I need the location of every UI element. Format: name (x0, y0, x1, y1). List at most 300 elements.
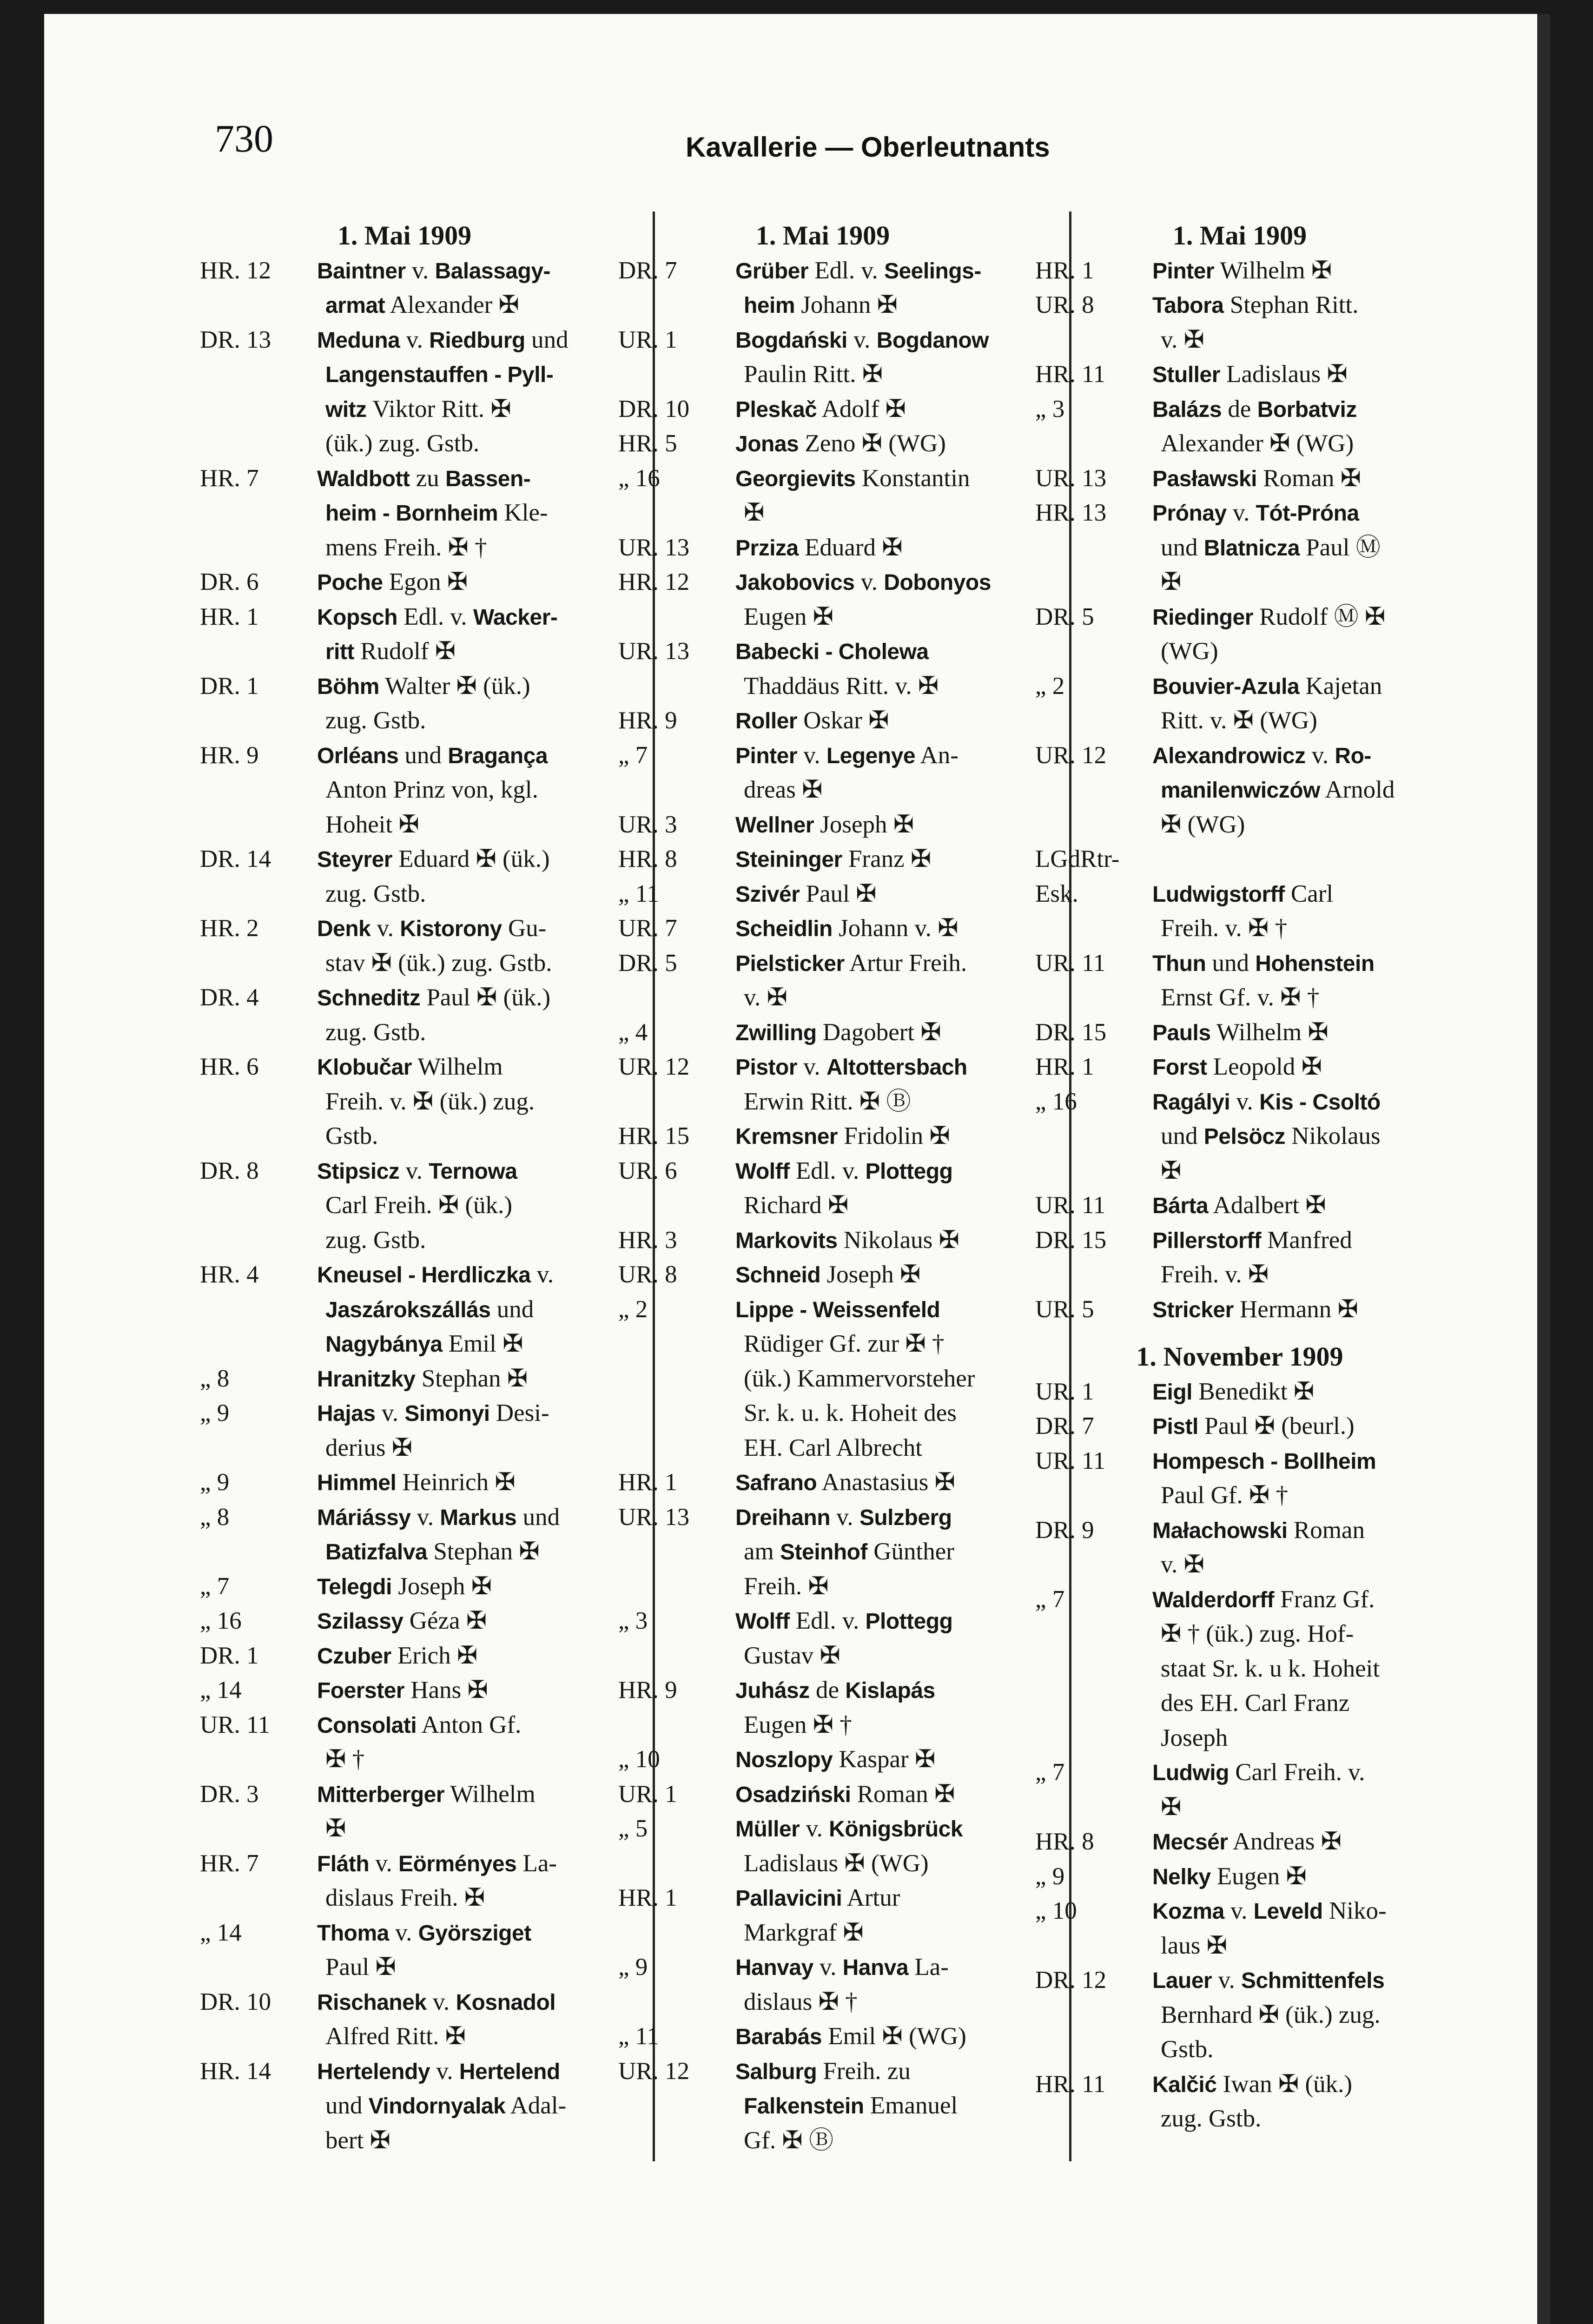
entry-text: Pallavicini Artur (735, 1884, 900, 1911)
regiment-label: DR. 12 (1035, 1967, 1107, 1994)
regiment-label: LGdRtr- (1035, 845, 1120, 872)
entry-line (1035, 1582, 1444, 1617)
entry-continuation (618, 1846, 1027, 1881)
regiment-label: DR. 9 (1035, 1516, 1094, 1544)
entry-text: Thaddäus Ritt. v. ✠ (744, 672, 939, 700)
entry-text: Babecki - Cholewa (735, 640, 929, 664)
entry-text: stav ✠ (ük.) zug. Gstb. (325, 949, 552, 977)
regiment-label: DR. 6 (200, 568, 259, 595)
entry-continuation (200, 1431, 609, 1466)
regiment-label: HR. 7 (200, 464, 259, 492)
entry-text: Alexandrowicz v. Ro- (1152, 741, 1371, 769)
regiment-label: DR. 3 (200, 1780, 259, 1808)
entry-line (1035, 946, 1444, 981)
entry-text: Nelky Eugen ✠ (1152, 1862, 1307, 1890)
entry-text: Małachowski Roman (1152, 1516, 1365, 1544)
entry-text: Bouvier-Azula Kajetan (1152, 672, 1382, 700)
entry-continuation (200, 1292, 609, 1327)
entry-continuation (200, 426, 609, 461)
entry-text: Markovits Nikolaus ✠ (735, 1226, 959, 1254)
entry-line (618, 1673, 1027, 1708)
entry-continuation (618, 1534, 1027, 1569)
entry-text: Gstb. (325, 1122, 378, 1149)
regiment-label: „ 9 (1035, 1862, 1065, 1890)
regiment-label: DR. 13 (200, 326, 271, 353)
entry-line (1035, 1409, 1444, 1444)
entry-continuation (1035, 1257, 1444, 1292)
entry-continuation (1035, 911, 1444, 946)
entry-line (200, 669, 609, 704)
entry-line (618, 1050, 1027, 1084)
entry-line (200, 1257, 609, 1292)
entry-text: ✠ † (325, 1746, 365, 1773)
entry-line (618, 634, 1027, 669)
entry-line (200, 1846, 609, 1881)
entry-text: Zwilling Dagobert ✠ (735, 1018, 941, 1046)
entry-text: Alexander ✠ (WG) (1161, 430, 1354, 457)
entry-line (618, 807, 1027, 842)
entry-text: Thun und Hohenstein (1152, 949, 1375, 977)
entry-text: Consolati Anton Gf. (317, 1711, 522, 1738)
regiment-label: HR. 1 (1035, 257, 1094, 284)
regiment-label: „ 2 (1035, 672, 1065, 700)
regiment-label: DR. 1 (200, 1642, 259, 1669)
regiment-label: HR. 8 (1035, 1828, 1094, 1855)
regiment-label: „ 16 (1035, 1088, 1077, 1115)
entry-line (618, 1811, 1027, 1846)
entry-continuation (618, 1985, 1027, 2020)
regiment-label: HR. 11 (1035, 2070, 1106, 2098)
entry-text: staat Sr. k. u k. Hoheit (1161, 1655, 1380, 1682)
entry-text: am Steinhof Günther (744, 1538, 954, 1565)
entry-text: und Pelsöcz Nikolaus (1161, 1122, 1381, 1149)
entry-line (1035, 288, 1444, 323)
regiment-label: UR. 12 (618, 2057, 690, 2085)
regiment-label: DR. 8 (200, 1157, 259, 1184)
entry-text: zug. Gstb. (325, 1018, 426, 1046)
entry-text: Jakobovics v. Dobonyos (735, 568, 991, 595)
entry-text: Stipsicz v. Ternowa (317, 1157, 517, 1184)
entry-text: Máriássy v. Markus und (317, 1503, 560, 1531)
section-date-header: 1. November 1909 (1136, 1341, 1343, 1372)
entry-line (200, 1361, 609, 1396)
entry-text: Denk v. Kistorony Gu- (317, 915, 547, 942)
entry-continuation (200, 2019, 609, 2054)
entry-text: Rüdiger Gf. zur ✠ † (744, 1330, 945, 1357)
entry-text: dreas ✠ (744, 776, 823, 803)
regiment-label: HR. 1 (618, 1469, 677, 1496)
entry-text: laus ✠ (1161, 1932, 1228, 1959)
entry-line (200, 600, 609, 634)
entry-text: Müller v. Königsbrück (735, 1815, 963, 1842)
entry-line (200, 1673, 609, 1708)
entry-text: Szilassy Géza ✠ (317, 1607, 487, 1634)
entry-text: Gf. ✠ Ⓑ (744, 2126, 834, 2154)
entry-line (1035, 1755, 1444, 1790)
entry-text: heim - Bornheim Kle- (325, 499, 548, 526)
entry-text: bert ✠ (325, 2126, 391, 2154)
entry-continuation (618, 288, 1027, 323)
entry-text: Kozma v. Leveld Niko- (1152, 1897, 1387, 1924)
entry-text: zug. Gstb. (325, 880, 426, 907)
entry-line (1035, 1894, 1444, 1928)
regiment-label: HR. 1 (200, 603, 259, 630)
entry-line (200, 842, 609, 877)
page-number: 730 (215, 117, 273, 160)
entry-line (618, 565, 1027, 600)
regiment-label: „ 14 (200, 1677, 242, 1703)
entry-text: manilenwiczów Arnold (1161, 776, 1395, 803)
entry-line (1035, 1223, 1444, 1258)
entry-text: ✠ (325, 1815, 346, 1842)
entry-line (618, 877, 1027, 911)
regiment-label: UR. 11 (200, 1711, 271, 1738)
entry-text: Ritt. v. ✠ (WG) (1161, 707, 1317, 734)
entry-line (1035, 1015, 1444, 1050)
page-edge-shadow (1537, 14, 1550, 2324)
entry-text: Freih. v. ✠ (1161, 1261, 1269, 1288)
entry-text: Kneusel - Herdliczka v. (317, 1261, 554, 1288)
entry-continuation (618, 1708, 1027, 1743)
entry-text: Riedinger Rudolf Ⓜ ✠ (1152, 603, 1386, 630)
regiment-label: UR. 7 (618, 915, 677, 942)
entry-line (618, 911, 1027, 946)
entry-text: Klobučar Wilhelm (317, 1053, 503, 1080)
entry-text: Prziza Eduard ✠ (735, 534, 903, 561)
entry-continuation (618, 2123, 1027, 2158)
regiment-label: „ 7 (200, 1572, 230, 1600)
entry-line (618, 1742, 1027, 1777)
entry-line (1035, 600, 1444, 634)
entry-line (200, 1777, 609, 1812)
entry-line (618, 1154, 1027, 1188)
entry-text: Wolff Edl. v. Plottegg (735, 1157, 953, 1184)
entry-text: EH. Carl Albrecht (744, 1434, 923, 1461)
regiment-label: DR. 15 (1035, 1226, 1107, 1254)
regiment-label: „ 16 (200, 1607, 242, 1634)
entry-line (200, 911, 609, 946)
entry-continuation (618, 1638, 1027, 1673)
entry-text: Mecsér Andreas ✠ (1152, 1828, 1342, 1855)
entry-text: Stuller Ladislaus ✠ (1152, 361, 1348, 388)
entry-text: dislaus Freih. ✠ (325, 1884, 485, 1911)
regiment-label: „ 7 (1035, 1759, 1065, 1786)
entry-text: und Vindornyalak Adal- (325, 2092, 567, 2119)
entry-text: Paul ✠ (325, 1954, 396, 1981)
entry-continuation (1035, 703, 1444, 738)
regiment-label: HR. 11 (1035, 361, 1106, 388)
entry-line (200, 980, 609, 1015)
entry-line (618, 1292, 1027, 1327)
entry-line (618, 1777, 1027, 1812)
regiment-label: Esk. (1035, 880, 1078, 907)
entry-line (618, 2019, 1027, 2054)
regiment-label: HR. 6 (200, 1053, 259, 1080)
regiment-label: DR. 14 (200, 845, 271, 872)
regiment-label: „ 9 (618, 1954, 648, 1981)
entry-line (618, 2054, 1027, 2089)
section-date-header: 1. Mai 1909 (1172, 220, 1307, 251)
entry-continuation (1035, 980, 1444, 1015)
entry-continuation (618, 1188, 1027, 1223)
entry-line (1035, 1374, 1444, 1409)
regiment-label: HR. 1 (618, 1884, 677, 1911)
entry-text: Freih. v. ✠ (ük.) zug. (325, 1088, 535, 1115)
entry-text: zug. Gstb. (325, 707, 426, 734)
regiment-label: DR. 7 (1035, 1413, 1094, 1439)
entry-text: Ernst Gf. v. ✠ † (1161, 984, 1320, 1011)
entry-continuation (618, 1396, 1027, 1431)
entry-text: Wolff Edl. v. Plottegg (735, 1607, 953, 1634)
entry-line (200, 1708, 609, 1743)
entry-text: Hompesch - Bollheim (1152, 1449, 1376, 1474)
entry-line (618, 842, 1027, 877)
regiment-label: DR. 1 (200, 672, 259, 700)
entry-text: Kopsch Edl. v. Wacker- (317, 603, 558, 630)
regiment-label: HR. 7 (200, 1849, 259, 1877)
regiment-label: UR. 1 (618, 1780, 677, 1808)
entry-text: Ludwigstorff Carl (1152, 880, 1334, 907)
regiment-label: UR. 11 (1035, 1447, 1106, 1474)
entry-continuation (200, 288, 609, 323)
entry-text: Gustav ✠ (744, 1642, 840, 1669)
entry-continuation (200, 703, 609, 738)
entry-text: Lauer v. Schmittenfels (1152, 1967, 1385, 1994)
entry-line (1035, 1859, 1444, 1894)
entry-continuation (1035, 1721, 1444, 1756)
entry-continuation (618, 495, 1027, 530)
entry-continuation (1035, 634, 1444, 669)
regiment-label: UR. 12 (1035, 741, 1107, 769)
entry-continuation (200, 530, 609, 565)
regiment-label: „ 11 (618, 2023, 659, 2050)
regiment-label: UR. 8 (618, 1261, 677, 1288)
entry-line (200, 738, 609, 773)
column-2 (618, 218, 1027, 2158)
entry-text: Poche Egon ✠ (317, 568, 468, 595)
regiment-label: UR. 6 (618, 1157, 677, 1184)
entry-text: Steyrer Eduard ✠ (ük.) (317, 845, 550, 872)
entry-continuation (200, 1811, 609, 1846)
entry-line (618, 323, 1027, 357)
regiment-label: „ 14 (200, 1919, 242, 1946)
regiment-label: DR. 10 (618, 395, 690, 423)
entry-text: Kremsner Fridolin ✠ (735, 1122, 950, 1149)
entry-line (200, 1154, 609, 1188)
entry-text: Barabás Emil ✠ (WG) (735, 2023, 966, 2050)
entry-continuation (1035, 426, 1444, 461)
entry-line (618, 1500, 1027, 1535)
entry-continuation (200, 1015, 609, 1050)
entry-continuation (200, 1881, 609, 1915)
regiment-label: UR. 1 (1035, 1378, 1094, 1405)
entry-line (1035, 495, 1444, 530)
entry-text: derius ✠ (325, 1434, 413, 1461)
regiment-label: HR. 5 (618, 430, 677, 457)
entry-text: Pillerstorff Manfred (1152, 1226, 1352, 1254)
section-date-header: 1. Mai 1909 (755, 220, 890, 251)
entry-line (1035, 1188, 1444, 1223)
entry-text: Tabora Stephan Ritt. (1152, 291, 1359, 318)
entry-text: Safrano Anastasius ✠ (735, 1469, 955, 1496)
entry-text: Böhm Walter ✠ (ük.) (317, 672, 530, 700)
entry-text: Bernhard ✠ (ük.) zug. (1161, 2001, 1381, 2028)
entry-continuation (1035, 807, 1444, 842)
entry-text: Pielsticker Artur Freih. (735, 949, 967, 977)
entry-text: Stricker Hermann ✠ (1152, 1295, 1358, 1323)
entry-line (200, 323, 609, 357)
entry-continuation (1035, 772, 1444, 807)
entry-line (200, 565, 609, 600)
entry-text: Lippe - Weissenfeld (735, 1297, 940, 1322)
entry-line (1035, 877, 1444, 911)
entry-continuation (1035, 1686, 1444, 1721)
entry-text: Czuber Erich ✠ (317, 1642, 478, 1669)
entry-text: Richard ✠ (744, 1192, 849, 1219)
entry-continuation (1035, 530, 1444, 565)
entry-line (1035, 253, 1444, 288)
entry-line (200, 1569, 609, 1604)
entry-text: Telegdi Joseph ✠ (317, 1572, 492, 1600)
entry-line (1035, 1513, 1444, 1548)
entry-text: Eigl Benedikt ✠ (1152, 1378, 1315, 1405)
entry-text: ritt Rudolf ✠ (325, 638, 456, 665)
regiment-label: HR. 2 (200, 915, 259, 942)
entry-continuation (200, 1534, 609, 1569)
entry-continuation (200, 495, 609, 530)
entry-text: Falkenstein Emanuel (744, 2092, 958, 2119)
entry-continuation (200, 1084, 609, 1119)
regiment-label: DR. 10 (200, 1988, 271, 2015)
entry-line (618, 703, 1027, 738)
column-3 (1035, 218, 1444, 2136)
entry-text: dislaus ✠ † (744, 1988, 858, 2015)
entry-text: Eugen ✠ (744, 603, 834, 630)
entry-continuation (200, 1223, 609, 1258)
regiment-label: „ 7 (1035, 1585, 1065, 1613)
entry-line (200, 253, 609, 288)
entry-continuation (618, 600, 1027, 634)
entry-line (200, 1604, 609, 1638)
entry-continuation (618, 1084, 1027, 1119)
entry-text: Markgraf ✠ (744, 1919, 864, 1946)
entry-continuation (1035, 1928, 1444, 1963)
entry-text: Fláth v. Eörményes La- (317, 1849, 557, 1877)
regiment-label: „ 9 (200, 1469, 230, 1496)
regiment-label: HR. 12 (200, 257, 271, 284)
entry-line (200, 1050, 609, 1084)
entry-text: v. ✠ (744, 984, 787, 1011)
entry-text: und Blatnicza Paul Ⓜ (1161, 534, 1381, 561)
entry-continuation (618, 1361, 1027, 1396)
entry-line (618, 738, 1027, 773)
entry-text: Erwin Ritt. ✠ Ⓑ (744, 1088, 911, 1115)
entry-text: Steininger Franz ✠ (735, 845, 932, 872)
entry-text: Georgievits Konstantin (735, 464, 970, 492)
entry-text: Anton Prinz von, kgl. (325, 776, 538, 803)
regiment-label: „ 10 (1035, 1897, 1077, 1924)
entry-line (200, 1638, 609, 1673)
entry-text: Hoheit ✠ (325, 811, 419, 838)
entry-continuation (200, 946, 609, 981)
entry-text: Paul Gf. ✠ † (1161, 1482, 1289, 1509)
entry-line (1035, 1824, 1444, 1859)
entry-text: Rischanek v. Kosnadol (317, 1988, 556, 2015)
entry-text: Pleskač Adolf ✠ (735, 395, 906, 423)
entry-text: Alfred Ritt. ✠ (325, 2023, 466, 2050)
section-date-header: 1. Mai 1909 (337, 220, 472, 251)
entry-text: Ladislaus ✠ (WG) (744, 1849, 929, 1877)
entry-continuation (618, 1327, 1027, 1361)
regiment-label: DR. 7 (618, 257, 677, 284)
entry-line (200, 2054, 609, 2089)
regiment-label: „ 7 (618, 741, 648, 769)
entry-continuation (200, 807, 609, 842)
entry-text: ✠ † (ük.) zug. Hof- (1161, 1620, 1354, 1647)
entry-line (618, 530, 1027, 565)
entry-text: Pauls Wilhelm ✠ (1152, 1018, 1329, 1046)
entry-text: Pistl Paul ✠ (beurl.) (1152, 1413, 1355, 1439)
entry-text: Freih. ✠ (744, 1572, 829, 1600)
regiment-label: HR. 3 (618, 1226, 677, 1254)
regiment-label: UR. 3 (618, 811, 677, 838)
entry-text: Dreihann v. Sulzberg (735, 1503, 952, 1531)
entry-text: ✠ (1161, 568, 1182, 595)
entry-line (618, 1604, 1027, 1638)
entry-line (1035, 1963, 1444, 1998)
entry-text: Wellner Joseph ✠ (735, 811, 914, 838)
entry-text: (ük.) Kammervorsteher (744, 1365, 975, 1392)
entry-line (1035, 669, 1444, 704)
entry-line (1035, 2067, 1444, 2102)
entry-text: Ragályi v. Kis - Csoltó (1152, 1088, 1381, 1115)
entry-continuation (200, 1327, 609, 1361)
entry-continuation (1035, 2101, 1444, 2136)
entry-line (200, 1396, 609, 1431)
entry-text: Baintner v. Balassagy- (317, 257, 550, 284)
regiment-label: UR. 13 (618, 534, 690, 561)
entry-text: Roller Oskar ✠ (735, 707, 889, 734)
entry-text: Orléans und Bragança (317, 741, 548, 769)
regiment-label: „ 9 (200, 1400, 230, 1426)
regiment-label: UR. 11 (1035, 949, 1106, 977)
entry-line (1035, 842, 1444, 877)
entry-text: Hajas v. Simonyi Desi- (317, 1400, 549, 1426)
regiment-label: UR. 8 (1035, 291, 1094, 318)
entry-text: ✠ (744, 499, 765, 526)
entry-continuation (200, 634, 609, 669)
entry-continuation (200, 772, 609, 807)
entry-text: Paulin Ritt. ✠ (744, 361, 883, 388)
entry-continuation (200, 357, 609, 392)
entry-text: Jonas Zeno ✠ (WG) (735, 430, 946, 457)
regiment-label: HR. 9 (618, 1677, 677, 1703)
entry-text: zug. Gstb. (325, 1226, 426, 1254)
entry-text: heim Johann ✠ (744, 291, 898, 318)
entry-line (1035, 357, 1444, 392)
regiment-label: DR. 4 (200, 984, 259, 1011)
entry-text: (ük.) zug. Gstb. (325, 430, 480, 457)
entry-line (618, 1465, 1027, 1500)
regiment-label: UR. 11 (1035, 1192, 1106, 1219)
entry-text: Schneditz Paul ✠ (ük.) (317, 984, 551, 1011)
regiment-label: „ 3 (1035, 395, 1065, 423)
entry-line (200, 461, 609, 496)
entry-text: mens Freih. ✠ † (325, 534, 487, 561)
entry-text: Osadziński Roman ✠ (735, 1780, 955, 1808)
regiment-label: HR. 15 (618, 1122, 690, 1149)
entry-text: Carl Freih. ✠ (ük.) (325, 1192, 513, 1219)
